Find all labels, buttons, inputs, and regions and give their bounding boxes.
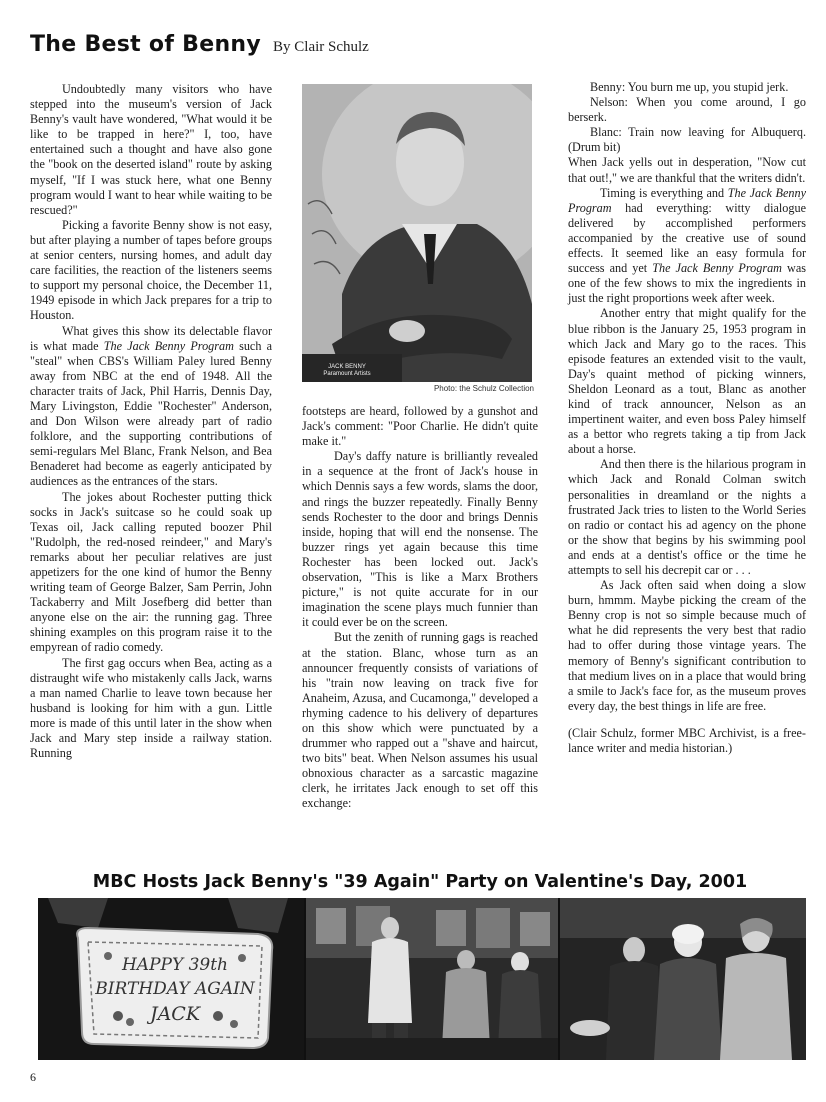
article-paragraph: The jokes about Rochester putting thick socks in Jack's suitcase so he could soak up Texas oil, Jack calling reputed boozer Phil "Rudolph, the red-nosed reindeer," and Mary's remarks about her peculiar relatives are just appetizers for the one kind of humor the Benny writing team of George Balzer, Sam Perrin, John Tackaberry and Milt Josefberg did better than anyone else on the air: the running gag. Three shining examples on this program raise it to the empyrean of radio comedy.	[30, 489, 272, 655]
program-title: The Jack Benny Program	[652, 261, 782, 276]
museum-crowd-photo	[306, 898, 558, 1060]
dialogue-line: Blanc: Train now leaving for Albuquerq. (Drum bit)	[568, 125, 806, 155]
page-number: 6	[30, 1070, 36, 1084]
dialogue-line: Benny: You burn me up, you stupid jerk.	[590, 80, 789, 94]
cake-text: HAPPY 39th	[121, 955, 229, 975]
party-photo-strip	[38, 898, 806, 1060]
program-title: The Jack Benny Program	[568, 185, 806, 215]
article-header	[30, 32, 590, 72]
article-column-3	[568, 80, 806, 756]
cake-text: BIRTHDAY AGAIN	[95, 979, 255, 999]
article-title: The Best of Benny	[30, 32, 262, 57]
article-paragraph: The first gag occurs when Bea, acting as a distraught wife who mistakenly calls Jack, warns a man named Charlie to leave town because her husband is looking for him with a gun. Little more is made of this until later in the show when Jack and Mary step inside a railway station. Running	[30, 655, 272, 761]
program-title: The Jack Benny Program	[103, 338, 234, 353]
photo-credit: Photo: the Schulz Collection	[433, 384, 534, 393]
article-paragraph: Timing is everything and The Jack Benny Program had everything: witty dialogue delivered by accomplished performers accompanied by the creative use of sound effects. It seemed like an easy formula for success and yet The Jack Benny Program was one of the few shows to mix the ingredients in just the right proportions week after week.	[568, 185, 806, 306]
article-column-2	[302, 404, 538, 812]
portrait-caption: JACK BENNY Paramount Artists	[323, 364, 371, 377]
article-paragraph: Another entry that might qualify for the blue ribbon is the January 25, 1953 program in which Jack and Mary go to the races. This episode features an extended visit to the vault, Day's quaint method of picking winners, Sheldon Leonard as a tout, Blanc as another kind of track announcer, Nelson as an impertinent waiter, and even boss Paley himself as a bettor who regrets taking a tip from Jack about a horse.	[568, 306, 806, 457]
article-paragraph: What gives this show its delectable flavor is what made The Jack Benny Program such a "steal" when CBS's William Paley lured Benny away from NBC at the end of 1948. All the character traits of Jack, Phil Harris, Dennis Day, Mary Livingston, Eddie "Rochester" Anderson, and Don Wilson were already part of radio folklore, and the supporting contributions of semi-regulars Mel Blanc, Frank Nelson, and Bea Benaderet had become as eagerly anticipated by audiences as the entrances of the stars.	[30, 323, 273, 489]
article-column-1	[30, 82, 272, 761]
dialogue-line: Nelson: When you come around, I go berserk.	[568, 95, 806, 125]
article-paragraph: As Jack often said when doing a slow burn, hmmm. Maybe picking the cream of the Benny crop is not so simple because much of what he did represents the very best that radio had to offer during those vintage years. The memory of Benny's significant contribution to that medium lives on in a place that would bring a smile to Jack's face for, as the museum proves every day, the best things in life are free.	[568, 578, 806, 713]
article-paragraph: And then there is the hilarious program in which Jack and Ronald Colman switch personalities in dreamland or the nights a frustrated Jack tries to listen to the World Series on radio or contact his ad agency on the phone or the show that begins by his swimming pool and ends at a dentist's office or the time he attempts to sell his decrepit car or . . .	[568, 457, 806, 577]
birthday-cake-photo	[38, 898, 304, 1060]
party-guests-photo	[560, 898, 806, 1060]
event-banner: MBC Hosts Jack Benny's "39 Again" Party on Valentine's Day, 2001	[92, 872, 748, 892]
article-paragraph: When Jack yells out in desperation, "Now cut that out!," we are thankful that the writers didn't.	[568, 155, 806, 185]
article-paragraph: Undoubtedly many visitors who have stepped into the museum's version of Jack Benny's vault have wondered, "What would it be like to be trapped in here?" I, too, have entertained such a thought and have also gone the "book on the deserted island" route by asking myself, "If I was stuck here, what one Benny program would I want to hear while waiting to be rescued?"	[30, 82, 272, 217]
article-paragraph: footsteps are heard, followed by a gunshot and Jack's comment: "Poor Charlie. He didn't quite make it."	[302, 404, 538, 449]
article-paragraph: Day's daffy nature is brilliantly revealed in a sequence at the front of Jack's house in which Dennis says a few words, slams the door, and rings the buzzer repeatedly. Finally Benny sends Rochester to the door and brings Dennis inside, hoping that will end the nonsense. The buzzer rings yet again because this time Rochester has been locked out. Jack's observation, "This is like a Marx Brothers picture," is not quite accurate for in our imagination the scene plays much funnier than it could ever be on the screen.	[302, 449, 538, 630]
article-paragraph: Picking a favorite Benny show is not easy, but after playing a number of tapes before groups at senior centers, nursing homes, and adult day care facilities, the reaction of the listeners seems to support my personal choice, the December 11, 1949 episode in which Jack prepares for a trip to Houston.	[30, 217, 272, 323]
article-byline: By Clair Schulz	[273, 39, 369, 55]
cake-text: JACK	[149, 1003, 201, 1025]
author-note: (Clair Schulz, former MBC Archivist, is a free-lance writer and media historian.)	[568, 725, 806, 756]
article-paragraph: But the zenith of running gags is reached at the station. Blanc, whose turn as an announcer frequently consists of variations of his "train now leaving on track five for Anaheim, Azusa, and Cucamonga," developed a rhyming cadence to his delivery of departures on this show which were punctuated by a drummer who rapped out a "shave and haircut, two bits" beat. When Nelson assumes his usual obnoxious character as a sarcastic magazine clerk, he irritates Jack enough to set off this exchange:	[302, 630, 538, 811]
portrait-image	[302, 84, 532, 382]
jack-benny-portrait	[302, 84, 532, 382]
